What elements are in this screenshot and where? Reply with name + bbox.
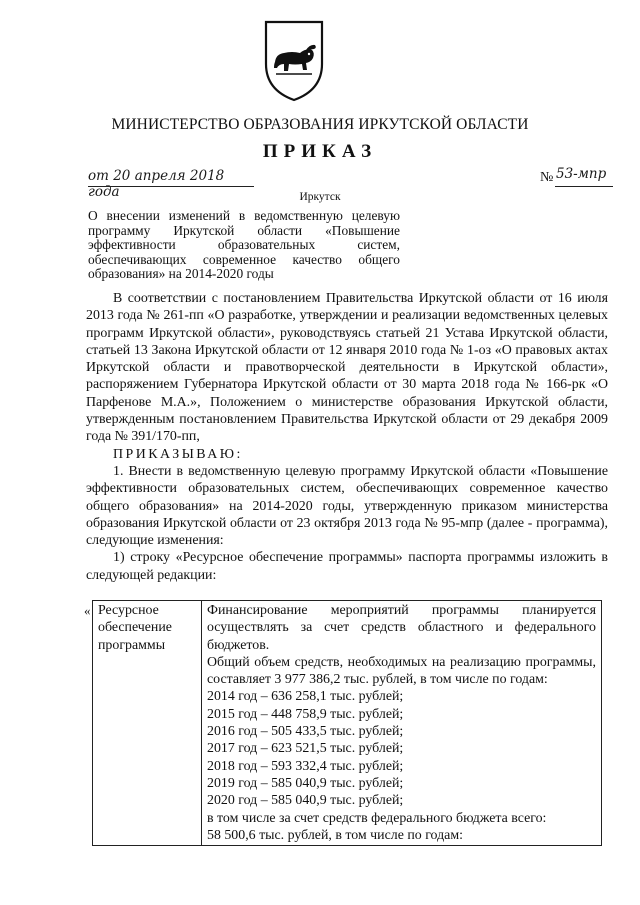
order-word: ПРИКАЗЫВАЮ: xyxy=(113,446,243,462)
item-1-paragraph: 1. Внести в ведомственную целевую программу Иркутской области «Повышение эффективности образовательных систем, обеспечивающих современное качество общего образования» на 2014-2020 годы, утвержденную приказом министерства образования Иркутской области от 23 октября 2013 года № 95-мпр (далее - программа), следующие изменения: xyxy=(86,463,608,549)
number-underline xyxy=(555,186,613,187)
table-line: Финансирование мероприятий программы планируется осуществлять за счет средств областного и федерального бюджетов. xyxy=(207,603,596,653)
table-line: 58 500,6 тыс. рублей, в том числе по годам: xyxy=(207,827,463,843)
handwritten-date: от 20 апреля 2018 года xyxy=(88,168,225,200)
table-line: 2018 год – 593 332,4 тыс. рублей; xyxy=(207,758,404,774)
table-line: в том числе за счет средств федерального бюджета всего: xyxy=(207,810,547,826)
city-name: Иркутск xyxy=(299,191,341,203)
table-line: Общий объем средств, необходимых на реализацию программы, составляет 3 977 386,2 тыс. рублей, в том числе по годам: xyxy=(207,654,596,688)
order-body xyxy=(86,290,608,584)
table-line: 2015 год – 448 758,9 тыс. рублей; xyxy=(207,706,404,722)
table-line: 2019 год – 585 040,9 тыс. рублей; xyxy=(207,775,404,791)
coat-of-arms-icon xyxy=(262,18,326,102)
order-subject: О внесении изменений в ведомственную целевую программу Иркутской области «Повышение эффективности образовательных систем, обеспечивающих современное качество общего образования» на 2014-2020 годы xyxy=(88,208,400,282)
row-content-cell xyxy=(202,601,602,846)
item-1-1-paragraph: 1) строку «Ресурсное обеспечение программы» паспорта программы изложить в следующей редакции: xyxy=(86,550,608,583)
table-line: 2016 год – 505 433,5 тыс. рублей; xyxy=(207,724,404,740)
date-underline xyxy=(88,186,254,187)
document-title: ПРИКАЗ xyxy=(262,141,378,162)
table-line: 2017 год – 623 521,5 тыс. рублей; xyxy=(207,741,404,757)
ministry-name: МИНИСТЕРСТВО ОБРАЗОВАНИЯ ИРКУТСКОЙ ОБЛАСТИ xyxy=(111,116,529,133)
number-label: № xyxy=(540,170,554,185)
open-quote: « xyxy=(84,603,91,618)
table-row xyxy=(93,601,602,846)
preamble-paragraph: В соответствии с постановлением Правительства Иркутской области от 16 июля 2013 года № 261-пп «О разработке, утверждении и реализации ведомственных целевых программ Иркутской области», руководствуясь статьей 21 Устава Иркутской области, статьей 13 Закона Иркутской области от 12 января 2010 года № 1-оз «О правовых актах Иркутской области и правотворческой деятельности в Иркутской области», распоряжением Губернатора Иркутской области от 30 марта 2018 года № 166-рк «О Парфенове М.А.», Положением о министерстве образования Иркутской области, утвержденным постановлением Правительства Иркутской области от 29 декабря 2009 года № 391/170-пп, xyxy=(86,291,608,445)
table-line: 2014 год – 636 258,1 тыс. рублей; xyxy=(207,689,404,705)
resource-table xyxy=(92,600,602,846)
row-label-cell: Ресурсное обеспечение программы xyxy=(93,601,202,846)
table-line: 2020 год – 585 040,9 тыс. рублей; xyxy=(207,793,404,809)
handwritten-number: 53-мпр xyxy=(556,166,607,182)
